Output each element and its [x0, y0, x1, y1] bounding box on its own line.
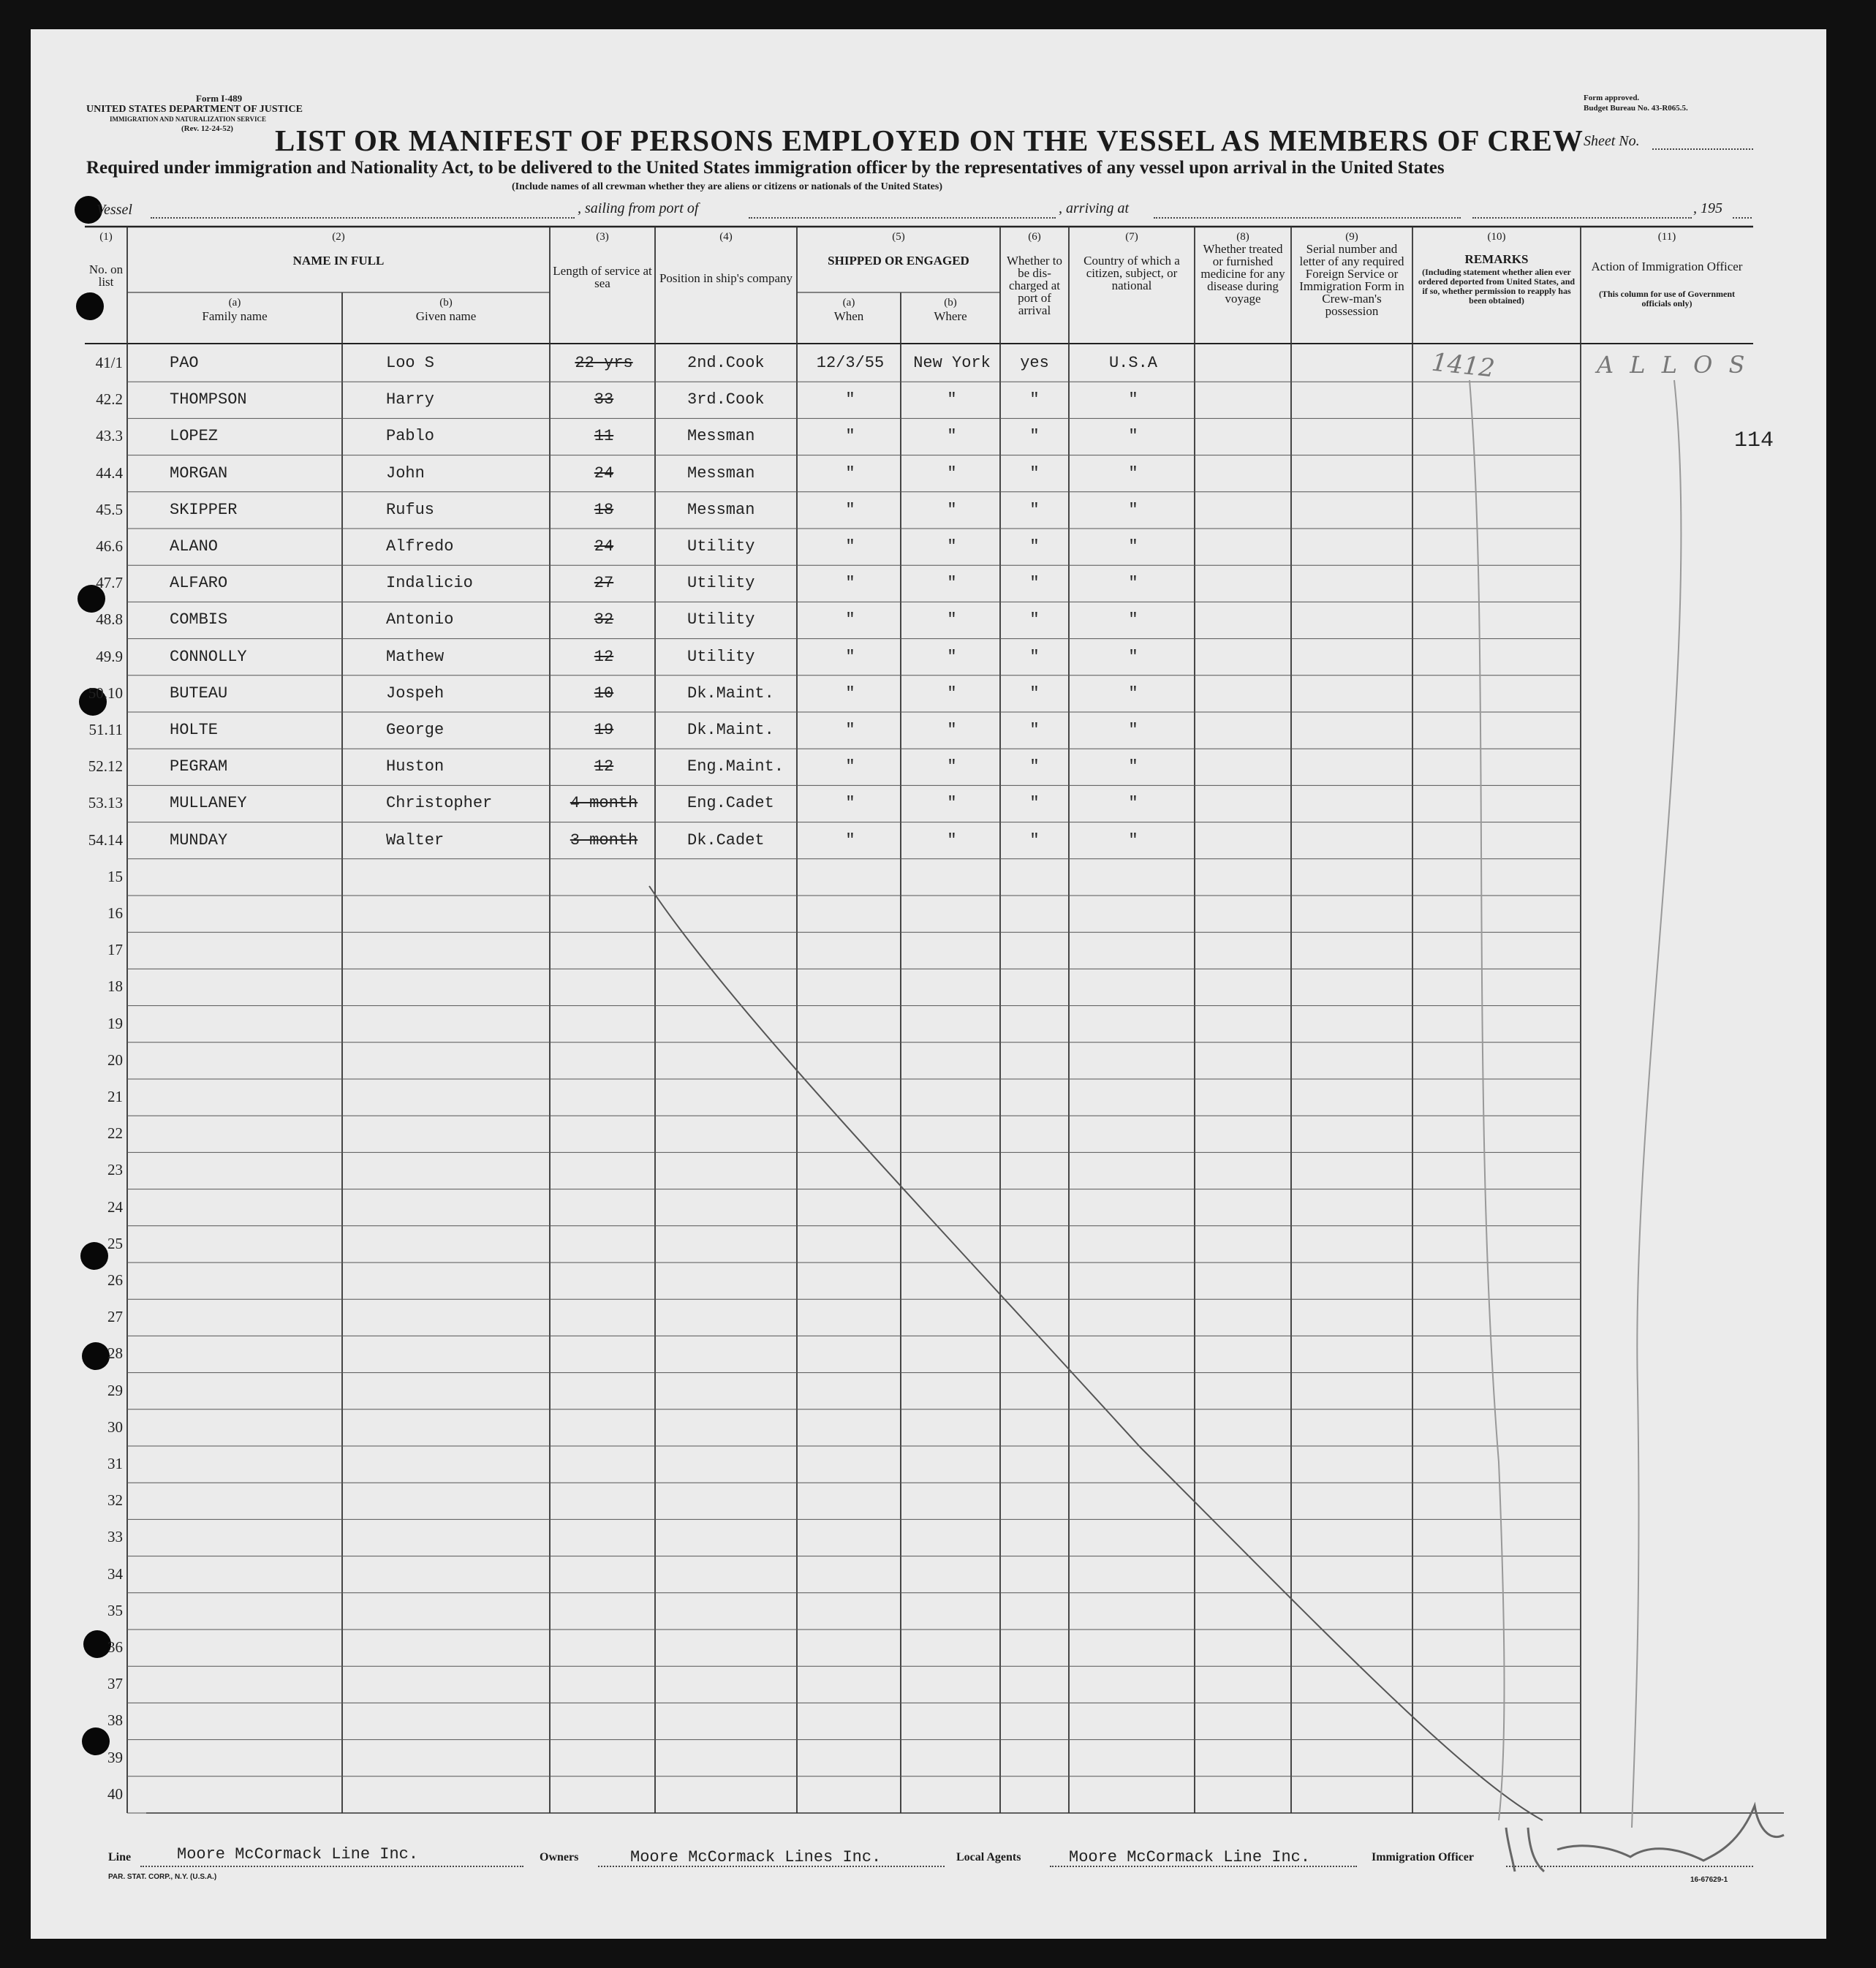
row-number: 47.7 [96, 574, 123, 592]
row-number: 30 [107, 1418, 123, 1436]
family-name: MORGAN [170, 463, 228, 482]
row-number: 25 [107, 1234, 123, 1252]
line-label: Line [108, 1851, 132, 1863]
shipped-where: " [947, 757, 957, 776]
family-name: MUNDAY [170, 830, 228, 849]
discharge-at-arrival: " [1029, 610, 1040, 629]
column-header-c7: Country of which a citizen, subject, or national [1083, 254, 1180, 292]
column-header-c8: Whether treated or furnished medicine for any disease during voyage [1200, 242, 1285, 306]
shipped-when: 12/3/55 [816, 354, 885, 372]
family-name: HOLTE [170, 721, 219, 739]
column-header-c5a: When [833, 309, 864, 323]
form-code: 16-67629-1 [1690, 1876, 1728, 1884]
owners-label: Owners [540, 1851, 579, 1863]
margin-number: 114 [1734, 428, 1774, 453]
row-number: 35 [107, 1601, 123, 1619]
family-name: MULLANEY [170, 794, 247, 813]
family-name: SKIPPER [170, 500, 238, 519]
shipped-where: " [947, 721, 957, 739]
given-name: Huston [386, 757, 445, 776]
length-of-service: 33 [594, 390, 614, 409]
column-number-c3: (3) [596, 231, 609, 243]
discharge-at-arrival: " [1029, 500, 1040, 519]
row-number: 23 [107, 1161, 123, 1179]
shipped-where: " [947, 427, 957, 446]
shipped-when: " [845, 463, 855, 482]
ship-position: Eng.Maint. [687, 757, 784, 776]
row-number: 17 [107, 941, 123, 959]
column-number-c7: (7) [1125, 231, 1138, 243]
length-of-service: 24 [594, 463, 614, 482]
ship-position: Messman [687, 427, 755, 446]
column-number-c6: (6) [1028, 231, 1041, 243]
shipped-where: " [947, 537, 957, 556]
row-number: 41/1 [95, 354, 123, 371]
row-number: 44.4 [96, 463, 123, 482]
length-of-service: 12 [594, 647, 614, 666]
given-name: George [386, 721, 445, 739]
budget-bureau: Budget Bureau No. 43-R065.5. [1584, 104, 1688, 113]
shipped-where: " [947, 390, 957, 409]
row-number: 54.14 [88, 830, 123, 849]
discharge-at-arrival: " [1029, 463, 1040, 482]
column-header-c4: Position in ship's company [659, 271, 793, 285]
row-number: 39 [107, 1748, 123, 1766]
ship-position: Messman [687, 463, 755, 482]
length-of-service: 27 [594, 574, 614, 593]
country-of-citizenship: " [1128, 463, 1138, 482]
length-of-service: 11 [594, 427, 614, 446]
row-number: 31 [107, 1455, 123, 1472]
given-name: Antonio [386, 610, 454, 629]
ship-position: 3rd.Cook [687, 390, 765, 409]
row-number: 40 [107, 1785, 123, 1803]
shipped-where: " [947, 647, 957, 666]
cancellation-diagonal [649, 886, 1543, 1820]
department: UNITED STATES DEPARTMENT OF JUSTICE [86, 104, 303, 115]
discharge-at-arrival: " [1029, 574, 1040, 593]
ship-position: Dk.Maint. [687, 684, 774, 703]
printer-credit: PAR. STAT. CORP., N.Y. (U.S.A.) [108, 1873, 217, 1881]
ship-position: 2nd.Cook [687, 354, 765, 372]
shipped-when: " [845, 537, 855, 556]
family-name: CONNOLLY [170, 647, 247, 666]
row-number: 42.2 [96, 390, 123, 409]
line-value: Moore McCormack Line Inc. [177, 1845, 419, 1863]
shipped-where: " [947, 574, 957, 593]
shipped-when: " [845, 684, 855, 703]
country-of-citizenship: " [1128, 830, 1138, 849]
shipped-when: " [845, 757, 855, 776]
row-number: 43.3 [96, 427, 123, 445]
shipped-where: " [947, 610, 957, 629]
family-name: ALANO [170, 537, 219, 556]
discharge-at-arrival: " [1029, 721, 1040, 739]
row-number: 28 [107, 1344, 123, 1363]
shipped-when: " [845, 647, 855, 666]
given-name: Harry [386, 390, 435, 409]
family-name: THOMPSON [170, 390, 247, 409]
row-number: 36 [107, 1638, 123, 1656]
given-name: Christopher [386, 794, 493, 813]
agents-label: Local Agents [956, 1851, 1021, 1863]
given-name: Pablo [386, 427, 435, 446]
sheet-label: Sheet No. [1584, 133, 1640, 149]
vessel-label: Vessel [97, 202, 132, 218]
column-header-c3: Length of service at sea [553, 264, 652, 290]
given-name: Indalicio [386, 574, 473, 593]
country-of-citizenship: " [1128, 610, 1138, 629]
row-number: 24 [107, 1197, 123, 1216]
given-name: Jospeh [386, 684, 445, 703]
row-number: 16 [107, 904, 123, 922]
sailing-label: , sailing from port of [578, 200, 699, 216]
family-name: COMBIS [170, 610, 228, 629]
shipped-when: " [845, 500, 855, 519]
column-note-c11: (This column for use of Government officials only) [1598, 289, 1736, 309]
discharge-at-arrival: " [1029, 794, 1040, 813]
family-name: BUTEAU [170, 684, 228, 703]
discharge-at-arrival: " [1029, 684, 1040, 703]
shipped-when: " [845, 427, 855, 446]
column-number-c4: (4) [719, 231, 733, 243]
form-id: Form I-489 [196, 93, 243, 104]
country-of-citizenship: " [1128, 427, 1138, 446]
ship-position: Utility [687, 647, 755, 666]
row-number: 38 [107, 1711, 123, 1730]
row-number: 19 [107, 1014, 123, 1032]
arriving-label: , arriving at [1059, 200, 1130, 216]
row-number: 32 [107, 1491, 123, 1510]
family-name: ALFARO [170, 574, 228, 593]
given-name: Alfredo [386, 537, 454, 556]
ship-position: Dk.Maint. [687, 721, 774, 739]
ship-position: Utility [687, 537, 755, 556]
given-name: John [386, 463, 425, 482]
length-of-service: 12 [594, 757, 614, 776]
discharge-at-arrival: " [1029, 537, 1040, 556]
column-number-c11: (11) [1657, 231, 1676, 243]
row-number: 45.5 [96, 500, 123, 518]
row-number: 21 [107, 1088, 123, 1105]
row-number: 48.8 [96, 610, 123, 629]
column-number-c2b: (b) [439, 297, 453, 309]
column-header-c6: Whether to be dis-charged at port of arrival [1007, 254, 1062, 317]
ship-position: Eng.Cadet [687, 794, 774, 813]
length-of-service: 19 [594, 721, 614, 739]
shipped-when: " [845, 830, 855, 849]
column-note-c10: (Including statement whether alien ever ordered deported from United States, and if so, whether permission to reapply has been obtained) [1418, 267, 1576, 306]
ship-position: Dk.Cadet [687, 830, 765, 849]
remarks-pencil-curve [1470, 380, 1505, 1820]
column-number-c1: (1) [99, 231, 113, 243]
country-of-citizenship: " [1128, 500, 1138, 519]
row-number: 50.10 [88, 684, 123, 702]
given-name: Mathew [386, 647, 445, 666]
ship-position: Utility [687, 574, 755, 593]
column-number-c8: (8) [1236, 231, 1249, 243]
shipped-when: " [845, 794, 855, 813]
row-number: 46.6 [96, 537, 123, 555]
given-name: Rufus [386, 500, 435, 519]
agents-value: Moore McCormack Line Inc. [1069, 1848, 1311, 1866]
family-name: PEGRAM [170, 757, 228, 776]
row-number: 51.11 [88, 721, 123, 738]
row-number: 27 [107, 1308, 123, 1326]
shipped-when: " [845, 574, 855, 593]
row-number: 22 [107, 1124, 123, 1143]
action-pencil-note: A L L O S [1597, 351, 1750, 379]
officer-signature [1506, 1806, 1784, 1872]
shipped-where: " [947, 830, 957, 849]
row-number: 33 [107, 1528, 123, 1546]
column-number-c9: (9) [1345, 231, 1358, 243]
column-header-c11: Action of Immigration Officer [1591, 260, 1743, 273]
length-of-service: 10 [594, 684, 614, 703]
row-number: 37 [107, 1675, 123, 1693]
column-number-c5b: (b) [944, 297, 957, 309]
discharge-at-arrival: " [1029, 647, 1040, 666]
service: IMMIGRATION AND NATURALIZATION SERVICE [110, 116, 266, 123]
discharge-at-arrival: " [1029, 390, 1040, 409]
discharge-at-arrival: " [1029, 757, 1040, 776]
column-number-c5a: (a) [842, 297, 855, 309]
column-header-c10: REMARKS [1464, 252, 1529, 266]
given-name: Loo S [386, 354, 435, 372]
country-of-citizenship: " [1128, 574, 1138, 593]
row-number: 52.12 [88, 757, 123, 776]
shipped-when: " [845, 390, 855, 409]
row-number: 18 [107, 977, 123, 996]
shipped-where: " [947, 794, 957, 813]
discharge-at-arrival: " [1029, 830, 1040, 849]
length-of-service: 18 [594, 500, 614, 519]
revision: (Rev. 12-24-52) [181, 124, 233, 133]
length-of-service: 3 month [570, 830, 638, 849]
country-of-citizenship: " [1128, 390, 1138, 409]
country-of-citizenship: " [1128, 537, 1138, 556]
row-number: 34 [107, 1564, 123, 1583]
row-number: 15 [107, 867, 123, 885]
given-name: Walter [386, 830, 445, 849]
country-of-citizenship: U.S.A [1108, 354, 1157, 372]
officer-label: Immigration Officer [1372, 1851, 1474, 1863]
column-header-c2b: Given name [415, 309, 477, 323]
row-number: 29 [107, 1381, 123, 1399]
column-number-c2: (2) [332, 231, 345, 243]
year-label: , 195 [1693, 200, 1722, 216]
column-number-c10: (10) [1487, 231, 1506, 243]
row-number: 20 [107, 1051, 123, 1069]
column-header-c9: Serial number and letter of any required Foreign Service or Immigration Form in Crew-man's possession [1299, 242, 1404, 318]
country-of-citizenship: " [1128, 757, 1138, 776]
column-header-c1: No. on list [88, 262, 124, 289]
column-header-c2a: Family name [202, 309, 268, 323]
column-header-c5b: Where [934, 309, 967, 323]
column-number-c2a: (a) [228, 297, 241, 309]
page-title: LIST OR MANIFEST OF PERSONS EMPLOYED ON THE VESSEL AS MEMBERS OF CREW [275, 124, 1584, 157]
discharge-at-arrival: " [1029, 427, 1040, 446]
form-approved: Form approved. [1584, 94, 1640, 102]
column-header-c5: SHIPPED OR ENGAGED [828, 254, 969, 268]
shipped-where: " [947, 684, 957, 703]
family-name: PAO [170, 354, 199, 372]
discharge-at-arrival: yes [1020, 354, 1049, 372]
family-name: LOPEZ [170, 427, 219, 446]
action-pencil-curve [1632, 380, 1681, 1828]
ship-position: Messman [687, 500, 755, 519]
shipped-when: " [845, 721, 855, 739]
row-number: 53.13 [88, 794, 123, 812]
remarks-pencil-note: 1412 [1430, 347, 1497, 384]
ship-position: Utility [687, 610, 755, 629]
shipped-where: " [947, 500, 957, 519]
length-of-service: 32 [594, 610, 614, 629]
row-number: 26 [107, 1271, 123, 1289]
subtitle: Required under immigration and Nationality Act, to be delivered to the United States immigration officer by the representatives of any vessel upon arrival in the United States [86, 158, 1445, 178]
length-of-service: 22 yrs [575, 354, 633, 372]
country-of-citizenship: " [1128, 647, 1138, 666]
length-of-service: 24 [594, 537, 614, 556]
column-header-c2: NAME IN FULL [292, 254, 385, 268]
column-number-c5: (5) [892, 231, 905, 243]
row-number: 49.9 [96, 647, 123, 665]
subtitle-note: (Include names of all crewman whether they are aliens or citizens or nationals of the United States) [512, 181, 942, 192]
shipped-where: " [947, 463, 957, 482]
country-of-citizenship: " [1128, 794, 1138, 813]
length-of-service: 4 month [570, 794, 638, 813]
country-of-citizenship: " [1128, 684, 1138, 703]
shipped-where: New York [913, 354, 991, 372]
country-of-citizenship: " [1128, 721, 1138, 739]
shipped-when: " [845, 610, 855, 629]
owners-value: Moore McCormack Lines Inc. [630, 1848, 882, 1866]
